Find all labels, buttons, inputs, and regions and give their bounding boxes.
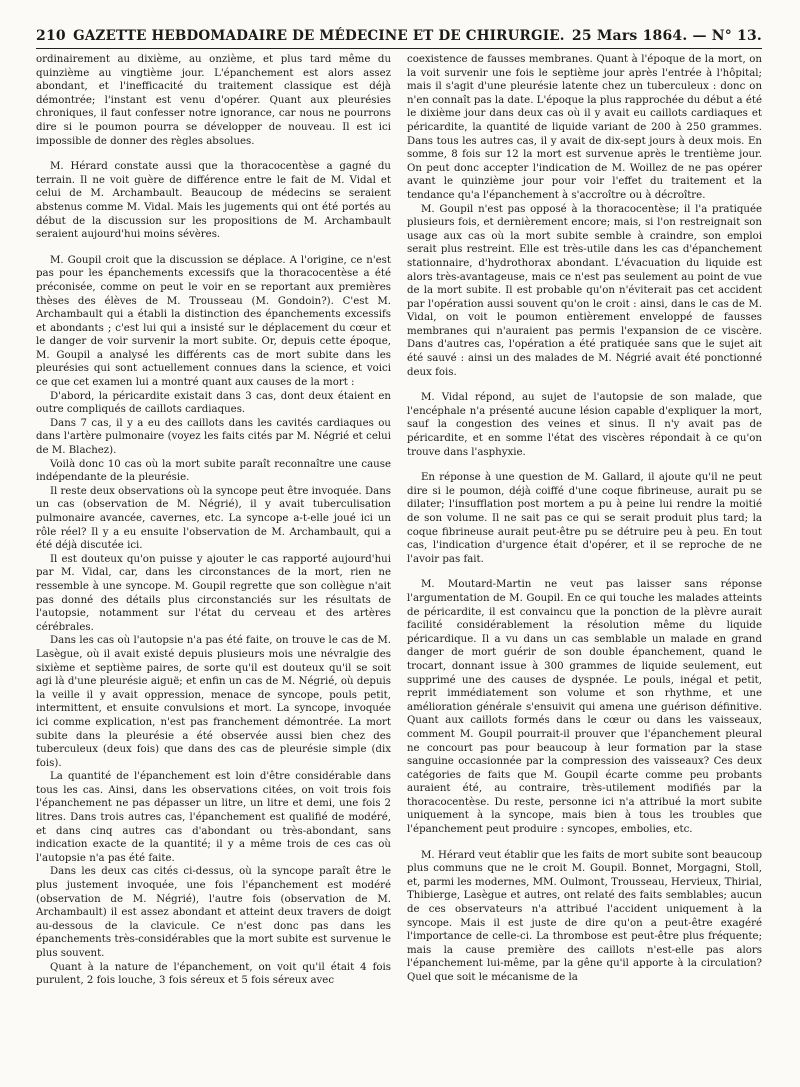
left-column [36,53,391,988]
paragraph: D'abord, la péricardite existait dans 3 cas, dont deux étaient en outre compliqués de caillots cardiaques. [36,390,391,416]
paragraph: Il est douteux qu'on puisse y ajouter le cas rapporté aujourd'hui par M. Vidal, car, dans les circonstances de la mort, rien ne ressemble à une syncope. M. Goupil regrette que son collègue n'ait pas donné des détails plus circonstanciés sur les résultats de l'autopsie, notamment sur l'état du cerveau et des artères cérébrales. [36,553,391,633]
paragraph: coexistence de fausses membranes. Quant à l'époque de la mort, on la voit survenir une fois le septième jour après l'entrée à l'hôpital; mais il s'agit d'une pleurésie latente chez un tuberculeux : donc on n'en connaît pas la date. L'époque la plus rapprochée du début a été le dixième jour dans deux cas où il y avait eu caillots cardiaques et péricardite, la quantité de liquide variant de 200 à 250 grammes. Dans tous les autres cas, il y avait de dix-sept jours à deux mois. En somme, 8 fois sur 12 la mort est survenue après le trentième jour. On peut donc accepter l'indication de M. Woillez de ne pas opérer avant le quinzième jour pour voir l'effet du traitement et la tendance qu'a l'épanchement à s'accroître ou à décroître. [407,54,762,201]
paragraph: La quantité de l'épanchement est loin d'être considérable dans tous les cas. Ainsi, dans les observations citées, on voit trois fois l'épanchement ne pas dépasser un litre, un litre et demi, une fois 2 litres. Dans trois autres cas, l'épanchement est qualifié de modéré, et dans cinq autres cas d'abondant ou très-abondant, sans indication exacte de la quantité; il y a même trois de ces cas où l'autopsie n'a pas été faite. [36,771,391,864]
journal-title: GAZETTE HEBDOMADAIRE DE MÉDECINE ET DE CHIRURGIE. [73,28,565,44]
paragraph: M. Goupil croit que la discussion se déplace. A l'origine, ce n'est pas pour les épanchements excessifs que la thoracocentèse a été préconisée, comme on peut le voir en se reportant aux premières thèses des élèves de M. Trousseau (M. Gondoin?). C'est M. Archambault qui a établi la distinction des épanchements excessifs et abondants ; c'est lui qui a insisté sur le déplacement du cœur et le danger de voir survenir la mort subite. Or, depuis cette époque, M. Goupil a analysé les différents cas de mort subite dans les pleurésies qui sont actuellement connues dans la science, et voici ce que cet examen lui a montré quant aux causes de la mort : [36,254,391,389]
paragraph: En réponse à une question de M. Gallard, il ajoute qu'il ne peut dire si le poumon, déjà coiffé d'une coque fibrineuse, aurait pu se dilater; l'insufflation post mortem a pu à peine lui rendre la moitié de son volume. Il ne sait pas ce qui se serait produit plus tard; la coque fibrineuse aurait peut-être pu se détruire peu à peu. En tout cas, l'indication d'urgence était d'opérer, et il se reproche de ne l'avoir pas fait. [407,472,762,565]
paragraph: M. Hérard veut établir que les faits de mort subite sont beaucoup plus communs que ne le croit M. Goupil. Bonnet, Morgagni, Stoll, et, parmi les modernes, MM. Oulmont, Trousseau, Hervieux, Thirial, Thibierge, Lasègue et autres, ont relaté des faits semblables; aucun de ces observateurs n'a attribué l'accident uniquement à la syncope. Mais il est juste de dire qu'on a peut-être exagéré l'importance de celle-ci. La thrombose est peut-être plus fréquente; mais la cause première des caillots n'est-elle pas alors l'épanchement lui-même, par la gêne qu'il apporte à la circulation? Quel que soit le mécanisme de la [407,849,762,983]
page-number: 210 [36,28,66,44]
paragraph: Voilà donc 10 cas où la mort subite paraît reconnaître une cause indépendante de la pleurésie. [36,458,391,484]
paragraph: Quant à la nature de l'épanchement, on voit qu'il était 4 fois purulent, 2 fois louche, 3 fois séreux et 5 fois séreux avec [36,961,391,987]
issue-date: 25 Mars 1864. — N° 13. [571,28,762,44]
paragraph: Il reste deux observations où la syncope peut être invoquée. Dans un cas (observation de M. Négrié), il y avait tuberculisation pulmonaire avancée, cavernes, etc. La syncope a-t-elle joué ici un rôle réel? Il y a eu ensuite l'observation de M. Archambault, qui a été déjà discutée ici. [36,485,391,552]
paragraph: M. Goupil n'est pas opposé à la thoracocentèse; il l'a pratiquée plusieurs fois, et dernièrement encore; mais, si l'on restreignait son usage aux cas où la mort subite semble à craindre, son emploi serait plus restreint. Elle est très-utile dans les cas d'épanchement stationnaire, d'hydrothorax abondant. L'évacuation du liquide est alors très-avantageuse, mais ce n'est pas seulement au point de vue de la mort subite. Il est probable qu'on n'éviterait pas cet accident par l'opération aussi souvent qu'on le croit : ainsi, dans le cas de M. Vidal, on voit le poumon entièrement enveloppé de fausses membranes qui n'auraient pas permis l'expansion de ce viscère. Dans d'autres cas, l'opération a été pratiquée sans que le sujet ait été sauvé : ainsi un des malades de M. Négrié avait été ponctionné deux fois. [407,203,762,378]
paragraph: Dans les cas où l'autopsie n'a pas été faite, on trouve le cas de M. Lasègue, où il avait existé depuis plusieurs mois une névralgie des sixième et septième paires, de sorte qu'il est douteux qu'il se soit agi là d'une pleurésie aiguë; et enfin un cas de M. Négrié, où depuis la veille il y avait oppression, menace de syncope, pouls petit, intermittent, et ensuite convulsions et mort. La syncope, invoquée ici comme explication, n'est pas franchement démontrée. La mort subite dans la pleurésie a été observée aussi bien chez des tuberculeux (deux fois) que dans des cas de pleurésie simple (dix fois). [36,635,391,769]
paragraph: ordinairement au dixième, au onzième, et plus tard même du quinzième au vingtième jour. L'épanchement est alors assez abondant, et l'inefficacité du traitement classique est déjà démontrée; l'instant est venu d'opérer. Quant aux pleurésies chroniques, il faut confesser notre ignorance, car nous ne pourrons dire si le poumon pourra se développer de nouveau. Il est ici impossible de donner des règles absolues. [36,54,391,147]
page-header [36,28,762,49]
paragraph: Dans les deux cas cités ci-dessus, où la syncope paraît être le plus justement invoquée, une fois l'épanchement est modéré (observation de M. Négrié), l'autre fois (observation de M. Archambault) il est assez abondant et atteint deux travers de doigt au-dessous de la clavicule. Ce n'est donc pas dans les épanchements très-considérables que la mort subite est survenue le plus souvent. [36,866,391,959]
right-column [407,53,762,988]
paragraph: M. Moutard-Martin ne veut pas laisser sans réponse l'argumentation de M. Goupil. En ce qui touche les malades atteints de péricardite, il est convaincu que la ponction de la plèvre aurait facilité considérablement la résolution même du liquide péricardique. Il a vu dans un cas semblable un malade en grand danger de mort guérir de son double épanchement, quand le trocart, donnant issue à 300 grammes de liquide seulement, eut supprimé une des causes de dyspnée. Le pouls, inégal et petit, reprit immédiatement son volume et son rhythme, et une amélioration générale s'ensuivit qui amena une guérison définitive. Quant aux caillots formés dans le cœur ou dans les vaisseaux, comment M. Goupil pourrait-il prouver que l'épanchement pleural ne concourt pas pour beaucoup à leur formation par la stase sanguine occasionnée par la compression des vaisseaux? Ces deux catégories de faits que M. Goupil écarte comme peu probants auraient été, au contraire, très-utilement modifiés par la thoracocentèse. Du reste, personne ici n'a attribué la mort subite uniquement à la syncope, mais bien à tous les troubles que l'épanchement peut produire : syncopes, embolies, etc. [407,579,762,836]
paragraph: Dans 7 cas, il y a eu des caillots dans les cavités cardiaques ou dans l'artère pulmonaire (voyez les faits cités par M. Négrié et celui de M. Blachez). [36,417,391,457]
paragraph: M. Vidal répond, au sujet de l'autopsie de son malade, que l'encéphale n'a présenté aucune lésion capable d'expliquer la mort, sauf la congestion des veines et sinus. Il n'y avait pas de péricardite, et en somme l'état des viscères répondait à ce qu'on trouve dans l'asphyxie. [407,392,762,458]
two-column-body [36,53,762,988]
paragraph: M. Hérard constate aussi que la thoracocentèse a gagné du terrain. Il ne voit guère de différence entre le fait de M. Vidal et celui de M. Archambault. Beaucoup de médecins se seraient abstenus comme M. Vidal. Mais les jugements qui ont été portés au début de la discussion sur les propositions de M. Archambault seraient aujourd'hui moins sévères. [36,161,391,241]
